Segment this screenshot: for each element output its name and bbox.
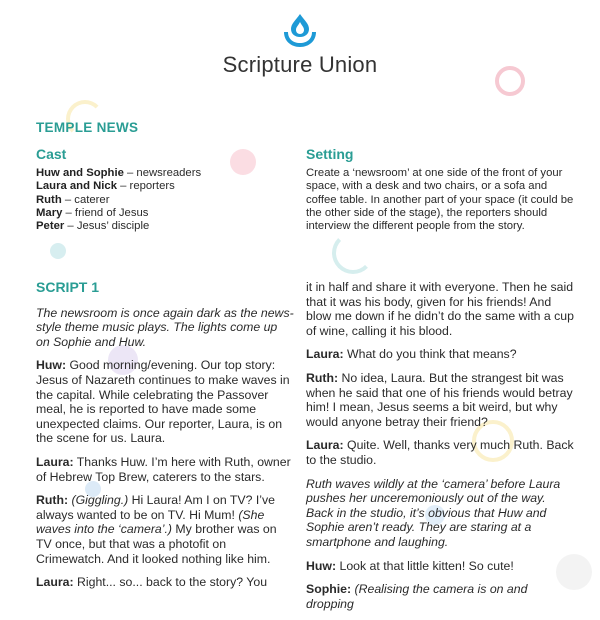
setting-heading: Setting <box>306 146 354 162</box>
brand-logo <box>0 12 600 78</box>
cast-heading: Cast <box>36 146 67 162</box>
dialogue-line: Ruth: No idea, Laura. But the strangest bit was when he said that one of his friends would betray him! I mean, Jesus seems a bit weird, but why would anyone betray their friend? <box>306 370 573 429</box>
cast-member: Huw and Sophie – newsreaders <box>36 167 202 180</box>
cast-member: Laura and Nick – reporters <box>36 180 175 193</box>
document-title: TEMPLE NEWS <box>36 120 139 135</box>
script-right-column <box>306 280 576 620</box>
dialogue-line: Sophie: (Realising the camera is on and dropping <box>306 582 528 611</box>
cast-member: Peter – Jesus’ disciple <box>36 220 150 233</box>
dialogue-line: Laura: Right... so... back to the story? You <box>36 575 268 590</box>
dialogue-line: Laura: Quite. Well, thanks very much Ruth. Back to the studio. <box>306 438 574 467</box>
stage-direction: Ruth waves wildly at the ‘camera’ before Laura pushes her unceremoniously out of the way. Back in the studio, it’s obvious that Huw and Sophie aren’t ready. They are staring at a smartphone and laughing. <box>306 476 561 549</box>
flame-icon <box>280 12 320 48</box>
setting-section <box>306 148 574 242</box>
decorative-dot <box>50 243 66 259</box>
cast-list <box>36 167 286 233</box>
cast-member: Ruth – caterer <box>36 193 110 206</box>
cast-section <box>36 148 286 233</box>
stage-direction: The newsroom is once again dark as the news-style theme music plays. The lights come up on Sophie and Huw. <box>36 305 294 349</box>
dialogue-line: Laura: What do you think that means? <box>306 347 517 362</box>
setting-text: Create a ‘newsroom’ at one side of the front of your space, with a desk and two chairs, or a sofa and coffee table. In another part of your space (it could be the other side of the stage), the reporters should interview the different people from the story. <box>306 167 574 233</box>
dialogue-line: Huw: Good morning/evening. Our top story: Jesus of Nazareth continues to make waves in the capital. While celebrating the Passover meal, he is reported to have made some unexpected claims. Our reporter, Laura, is on the scene for us. Laura. <box>36 358 290 446</box>
script-left-column <box>36 280 294 599</box>
dialogue-line: Ruth: (Giggling.) Hi Laura! Am I on TV? I’ve always wanted to be on TV. Hi Mum! (She waves into the ‘camera’.) My brother was on TV once, but that was a photofit on Crimewatch. And it looked nothing like him. <box>36 493 277 566</box>
cast-member: Mary – friend of Jesus <box>36 206 149 219</box>
brand-name: Scripture Union <box>222 52 378 77</box>
script-heading: SCRIPT 1 <box>36 279 100 295</box>
dialogue-line: it in half and share it with everyone. Then he said that it was his body, given for his friends! And blow me down if he didn’t do the same with a cup of wine, calling it his blood. <box>306 280 574 338</box>
dialogue-line: Huw: Look at that little kitten! So cute! <box>306 558 514 573</box>
dialogue-line: Laura: Thanks Huw. I’m here with Ruth, owner of Hebrew Top Brew, caterers to the stars. <box>36 454 291 484</box>
